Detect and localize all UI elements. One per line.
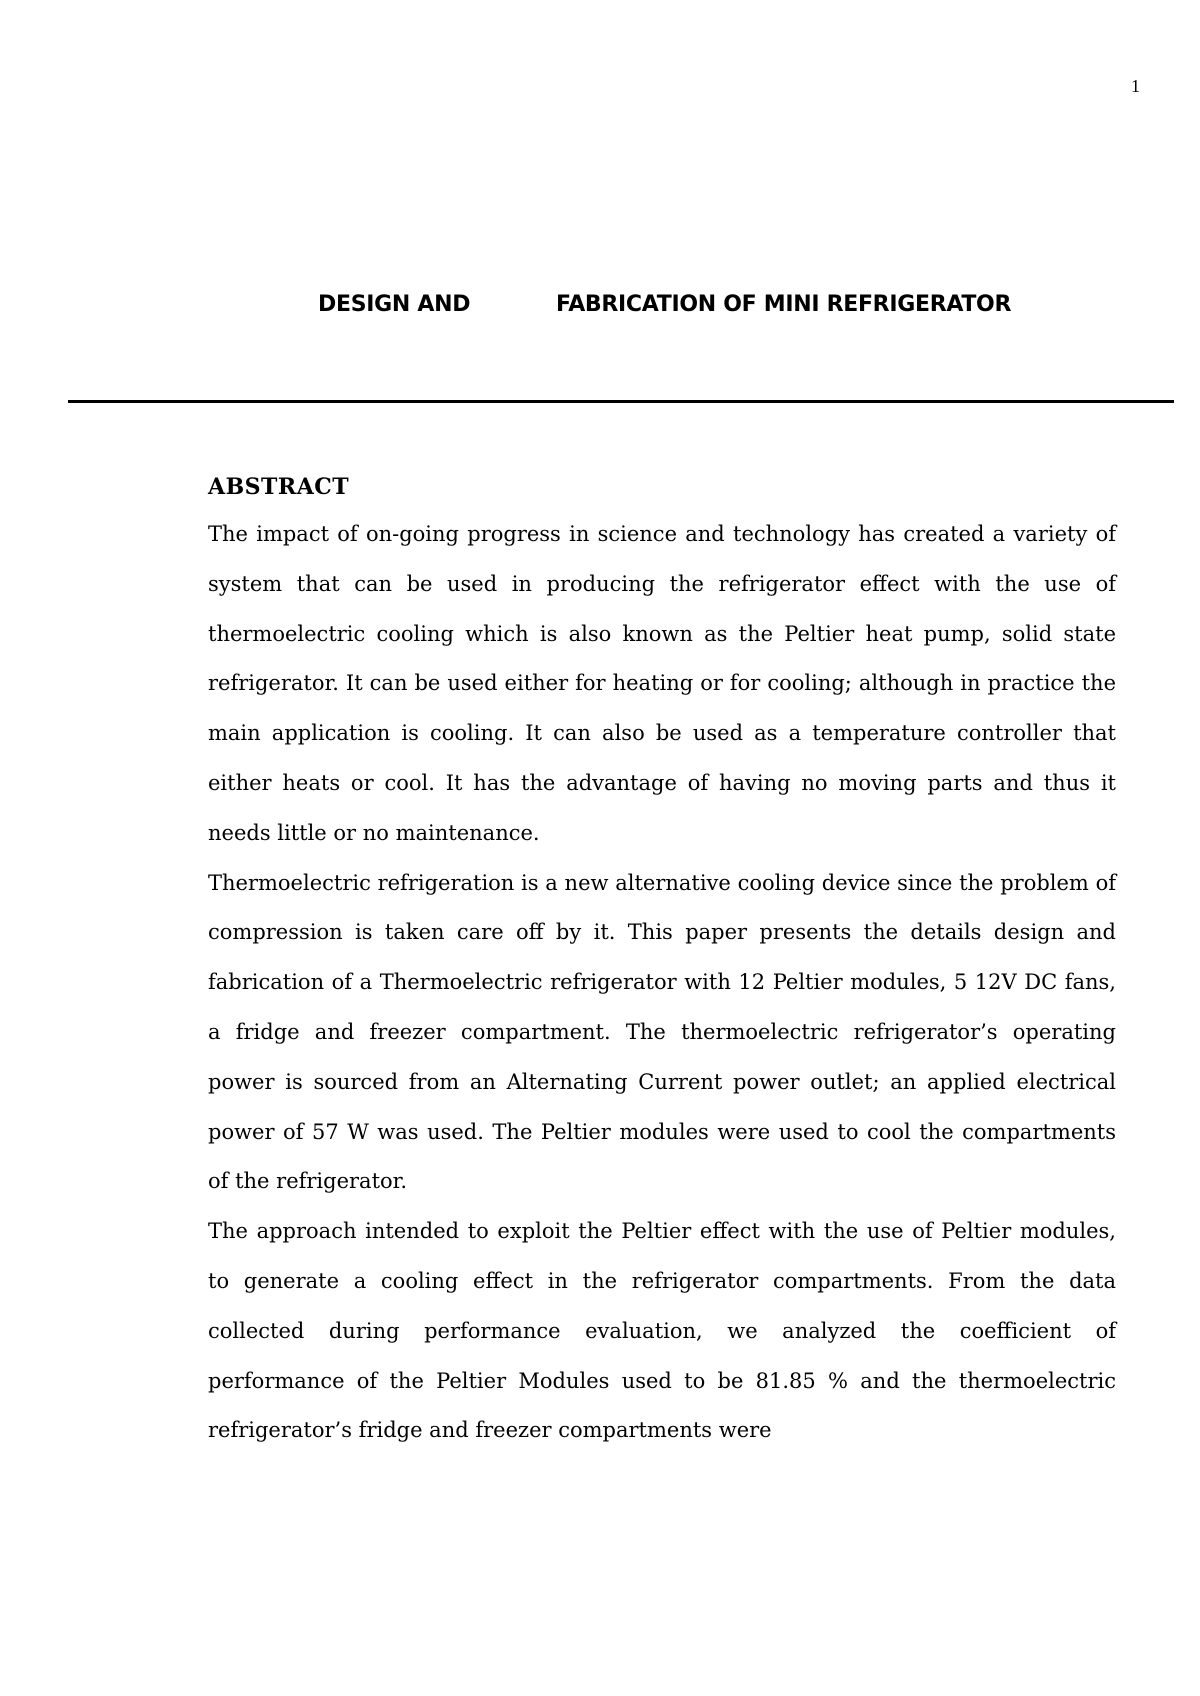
abstract-paragraph-3: The approach intended to exploit the Peltier effect with the use of Peltier modules, to generate a cooling effect in the refrigerator compartments. From the data collected during performance evaluation, we analyzed the coefficient of performance of the Peltier Modules used to be 81.85 % and the thermoelectric refrigerator’s fridge and freezer compartments were: [208, 1219, 1116, 1443]
abstract-paragraph-1: The impact of on-going progress in science and technology has created a variety of system that can be used in producing the refrigerator effect with the use of thermoelectric cooling which is also known as the Peltier heat pump, solid state refrigerator. It can be used either for heating or for cooling; although in practice the main application is cooling. It can also be used as a temperature controller that either heats or cool. It has the advantage of having no moving parts and thus it needs little or no maintenance.: [208, 522, 1116, 845]
abstract-section: [208, 470, 1116, 1456]
title-part-b: FABRICATION OF MINI REFRIGERATOR: [556, 292, 1012, 317]
horizontal-divider: [68, 400, 1174, 403]
page-number: 1: [1131, 76, 1140, 96]
abstract-heading: ABSTRACT: [208, 474, 350, 500]
abstract-paragraph-2: Thermoelectric refrigeration is a new alternative cooling device since the problem of compression is taken care off by it. This paper presents the details design and fabrication of a Thermoelectric refrigerator with 12 Peltier modules, 5 12V DC fans, a fridge and freezer compartment. The thermoelectric refrigerator’s operating power is sourced from an Alternating Current power outlet; an applied electrical power of 57 W was used. The Peltier modules were used to cool the compartments of the refrigerator.: [208, 870, 1116, 1194]
title-part-a: DESIGN AND: [318, 292, 471, 317]
